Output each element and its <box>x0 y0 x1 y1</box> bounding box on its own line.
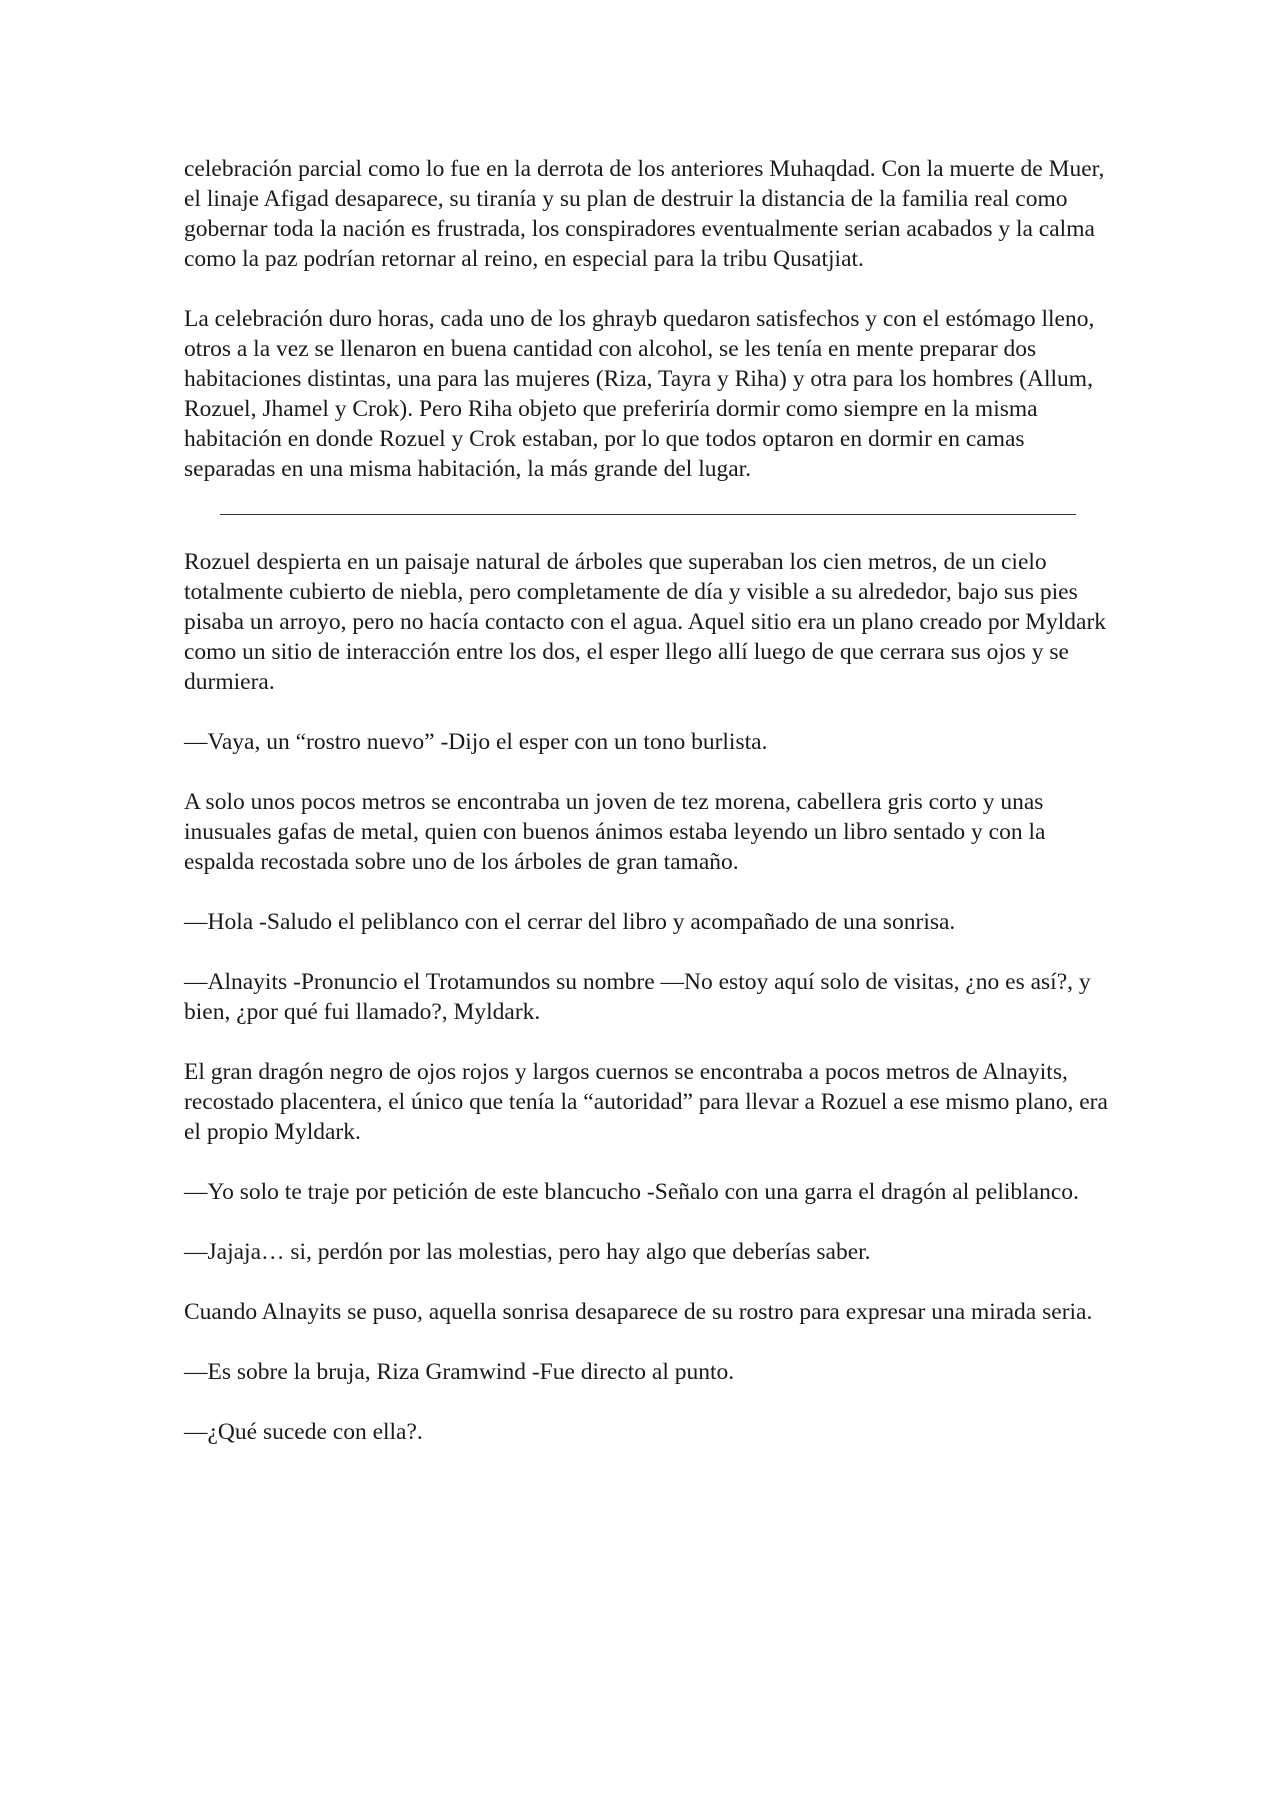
paragraph: A solo unos pocos metros se encontraba un joven de tez morena, cabellera gris corto y unas inusuales gafas de metal, quien con buenos ánimos estaba leyendo un libro sentado y con la espalda recostada sobre uno de los árboles de gran tamaño. <box>184 789 1046 875</box>
dialogue-line: —¿Qué sucede con ella?. <box>184 1419 423 1445</box>
paragraph: La celebración duro horas, cada uno de los ghrayb quedaron satisfechos y con el estómago lleno, otros a la vez se llenaron en buena cantidad con alcohol, se les tenía en mente preparar dos habitaciones distintas, una para las mujeres (Riza, Tayra y Riha) y otra para los hombres (Allum, Rozuel, Jhamel y Crok). Pero Riha objeto que preferiría dormir como siempre en la misma habitación en donde Rozuel y Crok estaban, por lo que todos optaron en dormir en camas separadas en una misma habitación, la más grande del lugar. <box>184 306 1095 482</box>
dialogue-line: —Hola -Saludo el peliblanco con el cerrar del libro y acompañado de una sonrisa. <box>184 909 956 935</box>
paragraph: El gran dragón negro de ojos rojos y largos cuernos se encontraba a pocos metros de Alnayits, recostado placentera, el único que tenía la “autoridad” para llevar a Rozuel a ese mismo plano, era el propio Myldark. <box>184 1059 1108 1145</box>
dialogue-line: —Yo solo te traje por petición de este blancucho -Señalo con una garra el dragón al peliblanco. <box>184 1179 1079 1205</box>
dialogue-line: —Vaya, un “rostro nuevo” -Dijo el esper con un tono burlista. <box>184 729 768 755</box>
document-body <box>184 154 1114 1477</box>
dialogue-line: —Jajaja… si, perdón por las molestias, pero hay algo que deberías saber. <box>184 1239 871 1265</box>
paragraph: celebración parcial como lo fue en la derrota de los anteriores Muhaqdad. Con la muerte de Muer, el linaje Afigad desaparece, su tiranía y su plan de destruir la distancia de la familia real como gobernar toda la nación es frustrada, los conspiradores eventualmente serian acabados y la calma como la paz podrían retornar al reino, en especial para la tribu Qusatjiat. <box>184 156 1105 272</box>
paragraph: Rozuel despierta en un paisaje natural de árboles que superaban los cien metros, de un cielo totalmente cubierto de niebla, pero completamente de día y visible a su alrededor, bajo sus pies pisaba un arroyo, pero no hacía contacto con el agua. Aquel sitio era un plano creado por Myldark como un sitio de interacción entre los dos, el esper llego allí luego de que cerrara sus ojos y se durmiera. <box>184 549 1107 695</box>
dialogue-line: —Alnayits -Pronuncio el Trotamundos su nombre —No estoy aquí solo de visitas, ¿no es así?, y bien, ¿por qué fui llamado?, Myldark. <box>184 969 1091 1025</box>
section-divider <box>220 514 1076 515</box>
paragraph: Cuando Alnayits se puso, aquella sonrisa desaparece de su rostro para expresar una mirada seria. <box>184 1299 1093 1325</box>
dialogue-line: —Es sobre la bruja, Riza Gramwind -Fue directo al punto. <box>184 1359 735 1385</box>
